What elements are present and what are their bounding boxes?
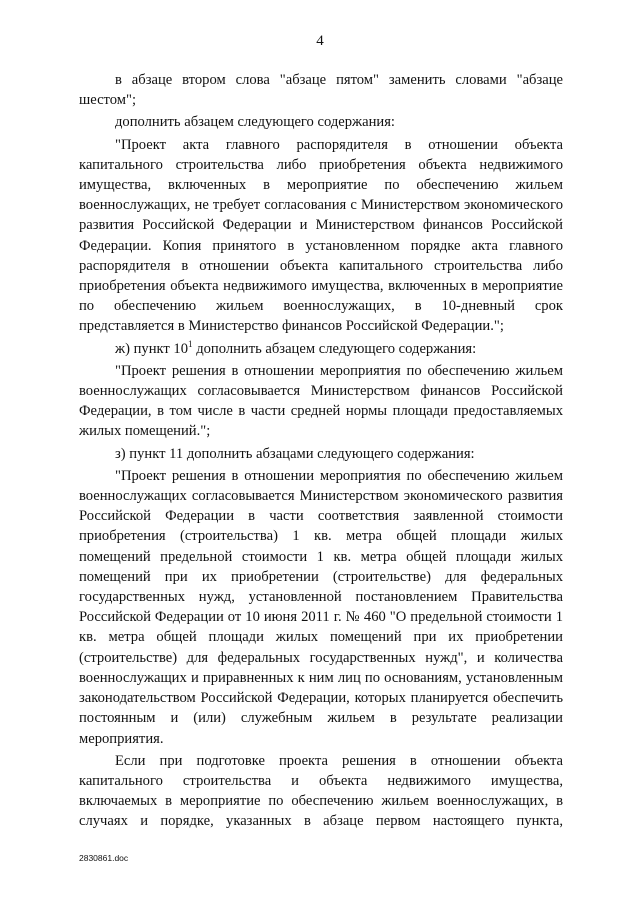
paragraph: "Проект решения в отношении мероприятия по обеспечению жильем военнослужащих согласовывается Министерством экономического развития Российской Федерации в части соответствия заявленной стоимости приобретения (строительства) 1 кв. метра общей площади жилых помещений предельной стоимости 1 кв. метра общей площади жилых помещений при их приобретении (строительстве) для федеральных государственных нужд, установленной постановлением Правительства Российской Федерации от 10 июня 2011 г. № 460 "О предельной стоимости 1 кв. метра общей площади жилых помещений при их приобретении (строительстве) для федеральных государственных нужд", и количества военнослужащих и приравненных к ним лиц по основаниям, установленным законодательством Российской Федерации, которых планируется обеспечить постоянным и (или) служебным жильем в результате реализации мероприятия.	[79, 467, 563, 747]
item-zh-text: дополнить абзацем следующего содержания:	[196, 340, 477, 357]
item-zh-label: ж) пункт 10	[115, 340, 189, 357]
document-body	[79, 70, 563, 832]
page-number: 4	[316, 33, 324, 49]
paragraph: дополнить абзацем следующего содержания:	[115, 114, 395, 131]
paragraph: в абзаце втором слова "абзаце пятом" заменить словами "абзаце шестом";	[79, 72, 563, 109]
paragraph: "Проект акта главного распорядителя в отношении объекта капитального строительства либо приобретения объекта недвижимого имущества, включенных в мероприятие по обеспечению жильем военнослужащих, не требует согласования с Министерством экономического развития Российской Федерации и Министерством финансов Российской Федерации. Копия принятого в установленном порядке акта главного распорядителя в отношении объекта капитального строительства либо приобретения объекта недвижимого имущества, включенных в мероприятие по обеспечению жильем военнослужащих, в 10-дневный срок представляется в Министерство финансов Российской Федерации.";	[79, 136, 563, 335]
paragraph: з) пункт 11 дополнить абзацами следующего содержания:	[115, 445, 475, 462]
paragraph: Если при подготовке проекта решения в отношении объекта капитального строительства и объекта недвижимого имущества, включаемых в мероприятие по обеспечению жильем военнослужащих, в случаях и порядке, указанных в абзаце первом настоящего пункта,	[79, 752, 563, 830]
item-zh-superscript: 1	[188, 338, 193, 349]
paragraph: "Проект решения в отношении мероприятия по обеспечению жильем военнослужащих согласовывается Министерством финансов Российской Федерации, в том числе в части средней нормы площади предоставляемых жилых помещений.";	[79, 362, 563, 440]
footer-filename: 2830861.doc	[79, 853, 129, 863]
paragraph-item-zh	[79, 339, 563, 359]
